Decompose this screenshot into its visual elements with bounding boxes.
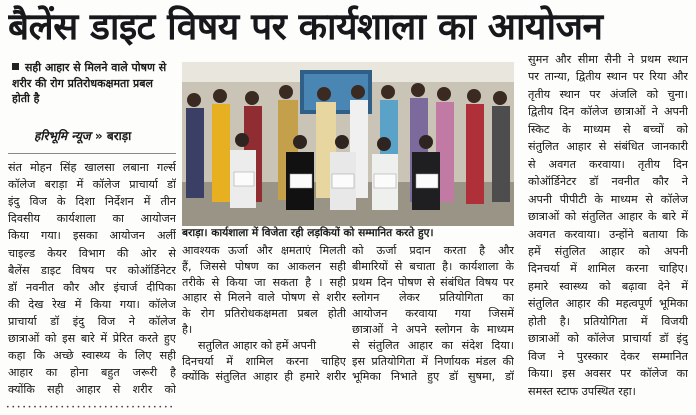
photo-caption: बराड़ा। कार्यशाला में विजेता रही लड़कियों को सम्मानित करते हुए। (182, 227, 434, 239)
byline-place: बराड़ा (106, 129, 132, 143)
col2-line: क्योंकि संतुलित आहार ही हमारे शरीर (182, 370, 346, 384)
col3-line: प्रथम दिन पोषण से संबंधित विषय पर (352, 275, 514, 289)
col4-line: हमें संतुलित आहार को अपनी (528, 244, 688, 258)
bullet-square-icon (12, 63, 19, 70)
col2-line: के रोग प्रतिरोधकक्षमता प्रबल होती (182, 307, 346, 321)
column-bottom-dots: • • • • • • • • • • • • • • • • • • • • • • • • • • • • • • • (6, 404, 173, 411)
col4-line: हमारे स्वास्थ्य को बढ़ावा देने में (528, 279, 688, 293)
col2-line: दिनचर्या में शामिल करना चाहिए (182, 354, 346, 368)
byline (34, 128, 131, 144)
col4-line: अवगत करवाया। उन्होंने बताया कि (528, 227, 688, 241)
col4-line: द्वितीय दिन कॉलेज छात्राओं ने अपनी (528, 105, 688, 119)
photo-illustration (182, 62, 514, 226)
col1-line: किया गया। इसका आयोजन अर्ली (8, 229, 176, 243)
col2-line: आवश्यक ऊर्जा और क्षमताएं मिलती (182, 244, 346, 257)
col1-line: डॉ नवनीत कौर और इंचार्ज दीपिका (8, 280, 176, 294)
col1-line: क्योंकि सही आहार से शरीर को (8, 383, 176, 397)
col4-line: तृतीय स्थान पर अंजलि को चुना। (528, 87, 688, 101)
col1-line: दिवसीय कार्यशाला का आयोजन (8, 212, 176, 226)
col4-line: होती है। प्रतियोगिता में विजयी (528, 314, 688, 328)
col2-line: तरीके से किया जा सकता है । सही (182, 275, 346, 289)
col1-line: संत मोहन सिंह खालसा लबाना गर्ल्स (8, 161, 176, 174)
news-photo (182, 62, 514, 226)
col3-line: स्लोगन लेकर प्रतियोगिता का (352, 291, 514, 305)
col2-line: आहार से मिलने वाले पोषण से शरीर (182, 291, 346, 305)
col3-line: को ऊर्जा प्रदान करता है और (352, 244, 514, 257)
col4-line: संतुलित आहार से संबंधित जानकारी (528, 140, 688, 154)
col1-line: प्राचार्या डॉ इंदु विज ने कॉलेज (8, 314, 176, 328)
col4-line: कोऑर्डिनेटर डॉ नवनीत कौर ने (528, 175, 688, 189)
byline-rule (8, 153, 176, 154)
col1-line: छात्राओं को इस बारे में प्रेरित करते हुए (8, 332, 176, 345)
col3-line: आयोजन करवाया गया जिसमें (352, 307, 514, 321)
col4-line: छात्राओं को कॉलेज प्राचार्या डॉ इंदु (528, 332, 688, 346)
subheadline (12, 60, 172, 107)
subheadline-text: सही आहार से मिलने वाले पोषण से शरीर की रोग प्रतिरोधकक्षमता प्रबल होती है (12, 61, 167, 105)
byline-separator: » (94, 129, 103, 143)
col4-line: छात्राओं को संतुलित आहार के बारे में (528, 210, 688, 224)
col1-line: की देख रेख में किया गया। कॉलेज (8, 297, 176, 311)
col1-line: इंदु विज के दिशा निर्देशन में तीन (8, 195, 176, 209)
col2-line: सतुलित आहार को हमें अपनी (198, 338, 317, 352)
col4-line: सुमन और सीमा सैनी ने प्रथम स्थान (528, 53, 688, 66)
byline-brand: हरिभूमि न्यूज (34, 129, 91, 143)
col4-line: पर तान्या, द्वितीय स्थान पर रिया और (528, 70, 688, 84)
col2-line: हैं, जिससे पोषण का आकलन सही (182, 259, 346, 273)
col3-line: इस प्रतियोगिता में निर्णायक मंडल की (352, 354, 514, 368)
col3-line: से संतुलित आहार का संदेश दिया। (352, 338, 514, 352)
headline: बैलेंस डाइट विषय पर कार्यशाला का आयोजन (8, 5, 603, 48)
col3-line: छात्राओं ने अपने स्लोगन के माध्यम (352, 323, 514, 336)
col4-line: स्किट के माध्यम से बच्चों को (528, 122, 688, 136)
col4-line: अपनी पीपीटी के माध्यम से कॉलेज (528, 192, 688, 206)
col1-line: कहा कि अच्छे स्वास्थ्य के लिए सही (8, 349, 176, 363)
col1-line: कॉलेज बराड़ा में कॉलेज प्राचार्या डॉ (8, 178, 176, 192)
col3-line: बीमारियों से बचाता है। कार्यशाला के (352, 259, 514, 273)
col4-line: से अवगत करवाया। तृतीय दिन (528, 157, 688, 171)
col3-line: भूमिका निभाते हुए डॉ सुषमा, डॉ (352, 370, 514, 384)
col4-line: संतुलित आहार की महत्वपूर्ण भूमिका (528, 297, 688, 311)
col4-line: विज ने पुरस्कार देकर सम्मानित (528, 349, 688, 363)
col1-line: आहार का होना बहुत जरूरी है (8, 366, 176, 380)
col2-line: है। (182, 323, 193, 336)
col1-line: चाइल्ड केयर विभाग की ओर से (8, 246, 176, 260)
col4-line: समस्त स्टाफ उपस्थित रहा। (528, 384, 636, 398)
col4-line: दिनचर्या में शामिल करना चाहिए। (528, 262, 688, 276)
col1-line: बैलेंस डाइट विषय पर कोऑर्डिनेटर (8, 263, 176, 277)
col4-line: किया। इस अवसर पर कॉलेज का (528, 367, 688, 381)
